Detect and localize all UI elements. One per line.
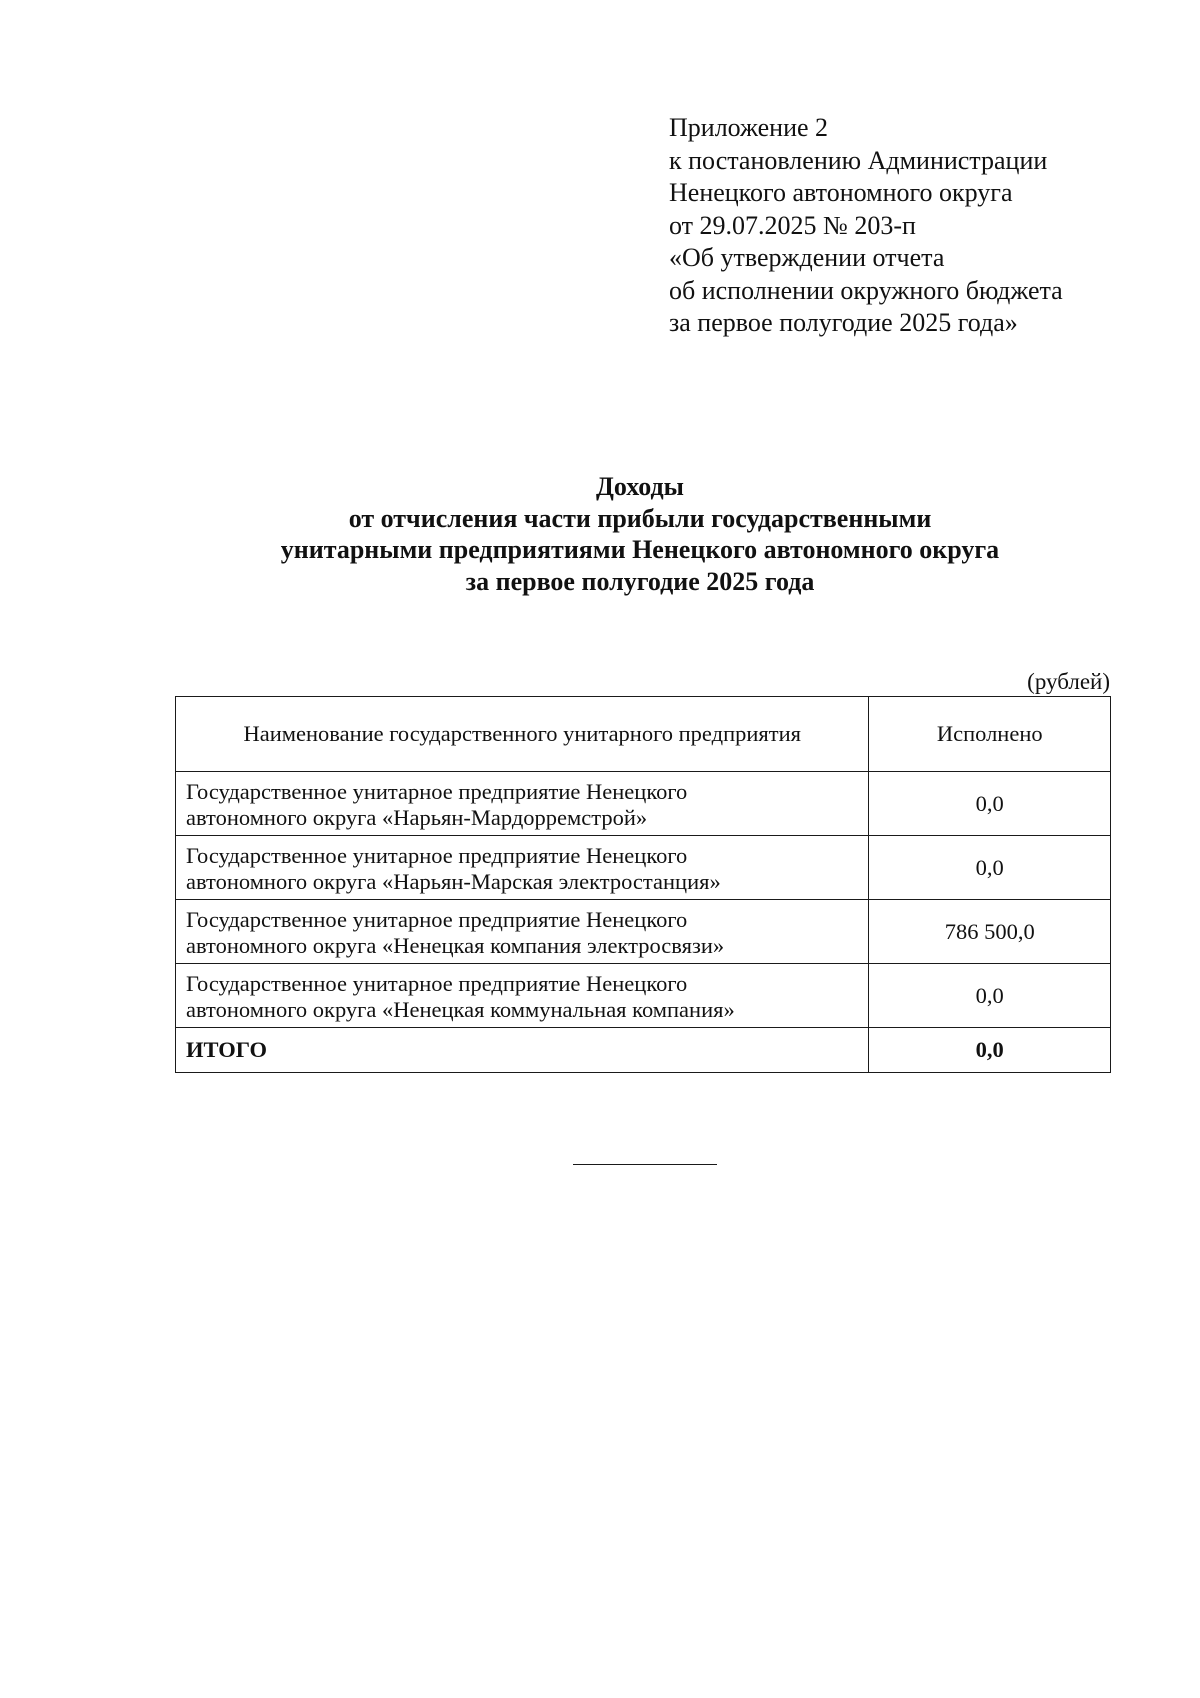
income-table (175, 696, 1111, 1073)
enterprise-name-line: Государственное унитарное предприятие Ненецкого (186, 906, 688, 932)
table-row (176, 772, 1111, 836)
table-header-row (176, 697, 1111, 772)
appendix-line: за первое полугодие 2025 года» (669, 308, 1018, 337)
table-row (176, 836, 1111, 900)
table-row (176, 964, 1111, 1028)
title-line: Доходы (596, 472, 684, 501)
units-label: (рублей) (1027, 669, 1110, 694)
appendix-line: «Об утверждении отчета (669, 243, 945, 272)
executed-value-cell: 0,0 (869, 772, 1111, 836)
executed-value-cell: 786 500,0 (869, 900, 1111, 964)
enterprise-name-line: Государственное унитарное предприятие Ненецкого (186, 778, 688, 804)
title-line: от отчисления части прибыли государственными (348, 503, 932, 533)
total-value: 0,0 (869, 1028, 1111, 1073)
enterprise-name-line: автономного округа «Ненецкая коммунальная компания» (186, 996, 735, 1022)
total-row (176, 1028, 1111, 1073)
document-title (160, 471, 1120, 597)
end-divider (573, 1164, 717, 1165)
enterprise-name-cell (176, 900, 869, 964)
total-label: ИТОГО (176, 1028, 869, 1073)
enterprise-name-line: автономного округа «Нарьян-Мардорремстрой» (186, 804, 648, 830)
enterprise-name-cell (176, 964, 869, 1028)
appendix-line: от 29.07.2025 № 203-п (669, 210, 916, 240)
enterprise-name-line: автономного округа «Ненецкая компания электросвязи» (186, 932, 725, 958)
enterprise-name-cell (176, 836, 869, 900)
enterprise-name-cell (176, 772, 869, 836)
table-row (176, 900, 1111, 964)
appendix-line: к постановлению Администрации (669, 145, 1048, 175)
executed-value-cell: 0,0 (869, 964, 1111, 1028)
title-line: унитарными предприятиями Ненецкого автономного округа (280, 535, 1000, 564)
enterprise-name-line: автономного округа «Нарьян-Марская электростанция» (186, 868, 721, 894)
appendix-line: об исполнении окружного бюджета (669, 275, 1063, 305)
enterprise-name-line: Государственное унитарное предприятие Ненецкого (186, 842, 688, 868)
appendix-line: Ненецкого автономного округа (669, 178, 1013, 207)
executed-value-cell: 0,0 (869, 836, 1111, 900)
title-line: за первое полугодие 2025 года (465, 566, 815, 596)
header-enterprise-name: Наименование государственного унитарного предприятия (176, 697, 869, 772)
appendix-block (669, 112, 1149, 340)
header-executed: Исполнено (869, 697, 1111, 772)
appendix-line: Приложение 2 (669, 113, 829, 142)
enterprise-name-line: Государственное унитарное предприятие Ненецкого (186, 970, 688, 996)
